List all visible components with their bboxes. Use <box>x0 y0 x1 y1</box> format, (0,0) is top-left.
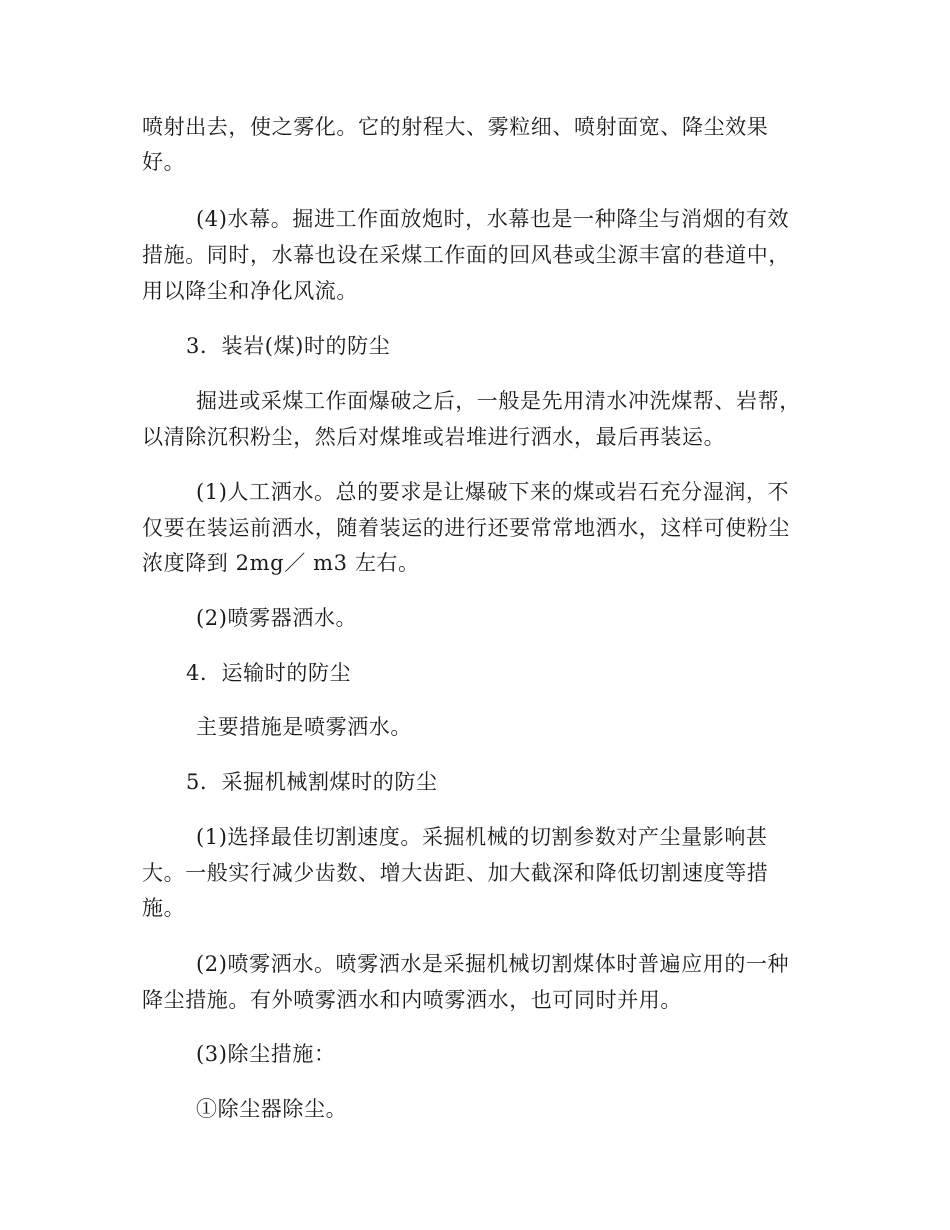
text-line: ①除尘器除尘。 <box>196 1097 348 1121</box>
text-line: 降尘措施。有外喷雾洒水和内喷雾洒水，也可同时并用。 <box>142 988 682 1012</box>
text-line: (2)喷雾器洒水。 <box>196 606 358 630</box>
text-line: 施。 <box>142 896 186 920</box>
text-line: 用以降尘和净化风流。 <box>142 279 358 303</box>
text-line: 仅要在装运前洒水，随着装运的进行还要常常地洒水，这样可使粉尘 <box>142 516 790 540</box>
text-line: 掘进或采煤工作面爆破之后，一般是先用清水冲洗煤帮、岩帮， <box>196 389 801 413</box>
section-heading: 4．运输时的防尘 <box>186 661 352 685</box>
text-line: 喷射出去，使之雾化。它的射程大、雾粒细、喷射面宽、降尘效果 <box>142 115 769 139</box>
text-line: 浓度降到 2mg／ m3 左右。 <box>142 551 420 575</box>
text-line: (1)人工洒水。总的要求是让爆破下来的煤或岩石充分湿润，不 <box>196 480 790 504</box>
text-line: (4)水幕。掘进工作面放炮时，水幕也是一种降尘与消烟的有效 <box>196 207 790 231</box>
text-line: (3)除尘措施： <box>196 1042 336 1066</box>
text-line: 以清除沉积粉尘，然后对煤堆或岩堆进行洒水，最后再装运。 <box>142 425 726 449</box>
text-line: 好。 <box>142 150 186 174</box>
section-heading: 3．装岩(煤)时的防尘 <box>186 334 391 358</box>
text-line: 主要措施是喷雾洒水。 <box>196 715 412 739</box>
text-line: 措施。同时，水幕也设在采煤工作面的回风巷或尘源丰富的巷道中， <box>142 243 790 267</box>
text-line: (2)喷雾洒水。喷雾洒水是采掘机械切割煤体时普遍应用的一种 <box>196 952 790 976</box>
text-line: (1)选择最佳切割速度。采掘机械的切割参数对产尘量影响甚 <box>196 825 768 849</box>
section-heading: 5．采掘机械割煤时的防尘 <box>186 770 438 794</box>
text-line: 大。一般实行减少齿数、增大齿距、加大截深和降低切割速度等措 <box>142 861 769 885</box>
